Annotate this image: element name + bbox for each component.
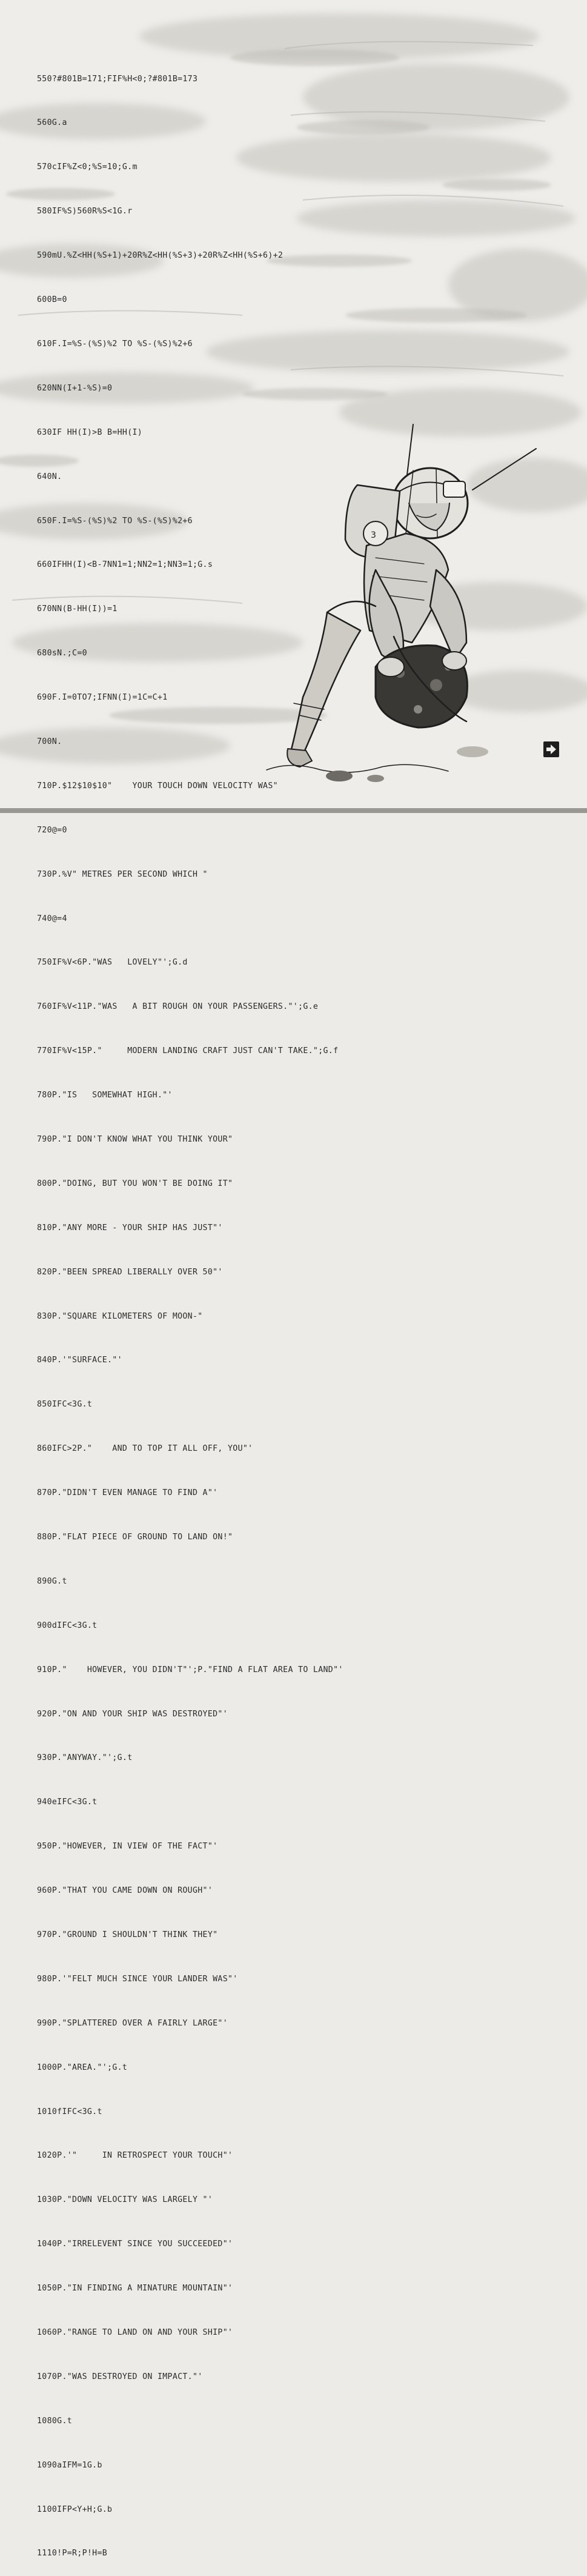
code-line-790: 790P."I DON'T KNOW WHAT YOU THINK YOUR" — [37, 1134, 233, 1144]
code-line-1070: 1070P."WAS DESTROYED ON IMPACT."' — [37, 2372, 203, 2381]
code-line-710: 710P.$12$10$10" YOUR TOUCH DOWN VELOCITY WAS" — [37, 781, 278, 791]
code-line-800: 800P."DOING, BUT YOU WON'T BE DOING IT" — [37, 1179, 233, 1188]
code-line-1020: 1020P.'" IN RETROSPECT YOUR TOUCH"' — [37, 2151, 233, 2161]
basic-program-listing — [37, 42, 425, 2576]
code-line-960: 960P."THAT YOU CAME DOWN ON ROUGH"' — [37, 1886, 213, 1896]
code-line-920: 920P."ON AND YOUR SHIP WAS DESTROYED"' — [37, 1709, 228, 1719]
code-line-880: 880P."FLAT PIECE OF GROUND TO LAND ON!" — [37, 1532, 233, 1542]
code-line-1090: 1090aIFM=1G.b — [37, 2460, 102, 2470]
code-line-600: 600B=0 — [37, 295, 67, 305]
code-line-1040: 1040P."IRRELEVENT SINCE YOU SUCCEEDED"' — [37, 2240, 233, 2249]
code-line-630: 630IF HH(I)>B B=HH(I) — [37, 427, 143, 437]
code-line-1110: 1110!P=R;P!H=B — [37, 2549, 108, 2558]
code-line-610: 610F.I=%S-(%S)%2 TO %S-(%S)%2+6 — [37, 339, 193, 349]
code-line-760: 760IF%V<11P."WAS A BIT ROUGH ON YOUR PASSENGERS."';G.e — [37, 1002, 319, 1012]
code-line-890: 890G.t — [37, 1576, 67, 1586]
code-line-740: 740@=4 — [37, 914, 67, 923]
code-line-1030: 1030P."DOWN VELOCITY WAS LARGELY "' — [37, 2195, 213, 2205]
code-line-550: 550?#801B=171;FIF%H<0;?#801B=173 — [37, 74, 198, 84]
code-line-1050: 1050P."IN FINDING A MINATURE MOUNTAIN"' — [37, 2284, 233, 2293]
code-line-820: 820P."BEEN SPREAD LIBERALLY OVER 50"' — [37, 1267, 223, 1277]
code-line-660: 660IFHH(I)<B-7NN1=1;NN2=1;NN3=1;G.s — [37, 560, 213, 570]
code-line-980: 980P.'"FELT MUCH SINCE YOUR LANDER WAS"' — [37, 1974, 238, 1984]
next-page-arrow-icon — [543, 741, 560, 758]
code-line-680: 680sN.;C=0 — [37, 649, 87, 658]
code-line-580: 580IF%S)560R%S<1G.r — [37, 207, 133, 216]
code-line-620: 620NN(I+1-%S)=0 — [37, 383, 113, 393]
code-line-640: 640N. — [37, 472, 62, 481]
code-line-590: 590mU.%Z<HH(%S+1)+20R%Z<HH(%S+3)+20R%Z<HH(%S+6)+2 — [37, 251, 284, 261]
code-line-770: 770IF%V<15P." MODERN LANDING CRAFT JUST CAN'T TAKE.";G.f — [37, 1046, 339, 1056]
code-line-940: 940eIFC<3G.t — [37, 1798, 98, 1807]
code-line-1080: 1080G.t — [37, 2416, 73, 2426]
code-line-670: 670NN(B-HH(I))=1 — [37, 604, 118, 614]
code-line-650: 650F.I=%S-(%S)%2 TO %S-(%S)%2+6 — [37, 516, 193, 526]
code-line-970: 970P."GROUND I SHOULDN'T THINK THEY" — [37, 1930, 218, 1939]
code-line-990: 990P."SPLATTERED OVER A FAIRLY LARGE"' — [37, 2018, 228, 2028]
code-line-950: 950P."HOWEVER, IN VIEW OF THE FACT"' — [37, 1842, 218, 1852]
code-line-910: 910P." HOWEVER, YOU DIDN'T"';P."FIND A FLAT AREA TO LAND"' — [37, 1665, 343, 1674]
code-line-1010: 1010fIFC<3G.t — [37, 2107, 102, 2116]
code-line-1060: 1060P."RANGE TO LAND ON AND YOUR SHIP"' — [37, 2328, 233, 2338]
code-line-870: 870P."DIDN'T EVEN MANAGE TO FIND A"' — [37, 1488, 218, 1498]
code-line-690: 690F.I=0TO7;IFNN(I)=1C=C+1 — [37, 693, 168, 703]
code-line-720: 720@=0 — [37, 825, 67, 835]
code-line-730: 730P.%V" METRES PER SECOND WHICH " — [37, 869, 208, 879]
code-line-1000: 1000P."AREA."';G.t — [37, 2062, 128, 2072]
code-line-1100: 1100IFP<Y+H;G.b — [37, 2504, 113, 2514]
code-line-700: 700N. — [37, 737, 62, 746]
code-line-900: 900dIFC<3G.t — [37, 1621, 98, 1630]
svg-text:3: 3 — [371, 530, 376, 540]
code-line-850: 850IFC<3G.t — [37, 1400, 93, 1410]
code-line-810: 810P."ANY MORE - YOUR SHIP HAS JUST"' — [37, 1223, 223, 1233]
code-line-830: 830P."SQUARE KILOMETERS OF MOON-" — [37, 1311, 203, 1321]
code-line-860: 860IFC>2P." AND TO TOP IT ALL OFF, YOU"' — [37, 1444, 253, 1454]
code-line-560: 560G.a — [37, 118, 67, 128]
code-line-780: 780P."IS SOMEWHAT HIGH."' — [37, 1091, 173, 1100]
code-line-930: 930P."ANYWAY."';G.t — [37, 1753, 133, 1763]
code-line-840: 840P.'"SURFACE."' — [37, 1356, 122, 1365]
code-line-750: 750IF%V<6P."WAS LOVELY"';G.d — [37, 958, 188, 968]
code-line-570: 570cIF%Z<0;%S=10;G.m — [37, 162, 138, 172]
